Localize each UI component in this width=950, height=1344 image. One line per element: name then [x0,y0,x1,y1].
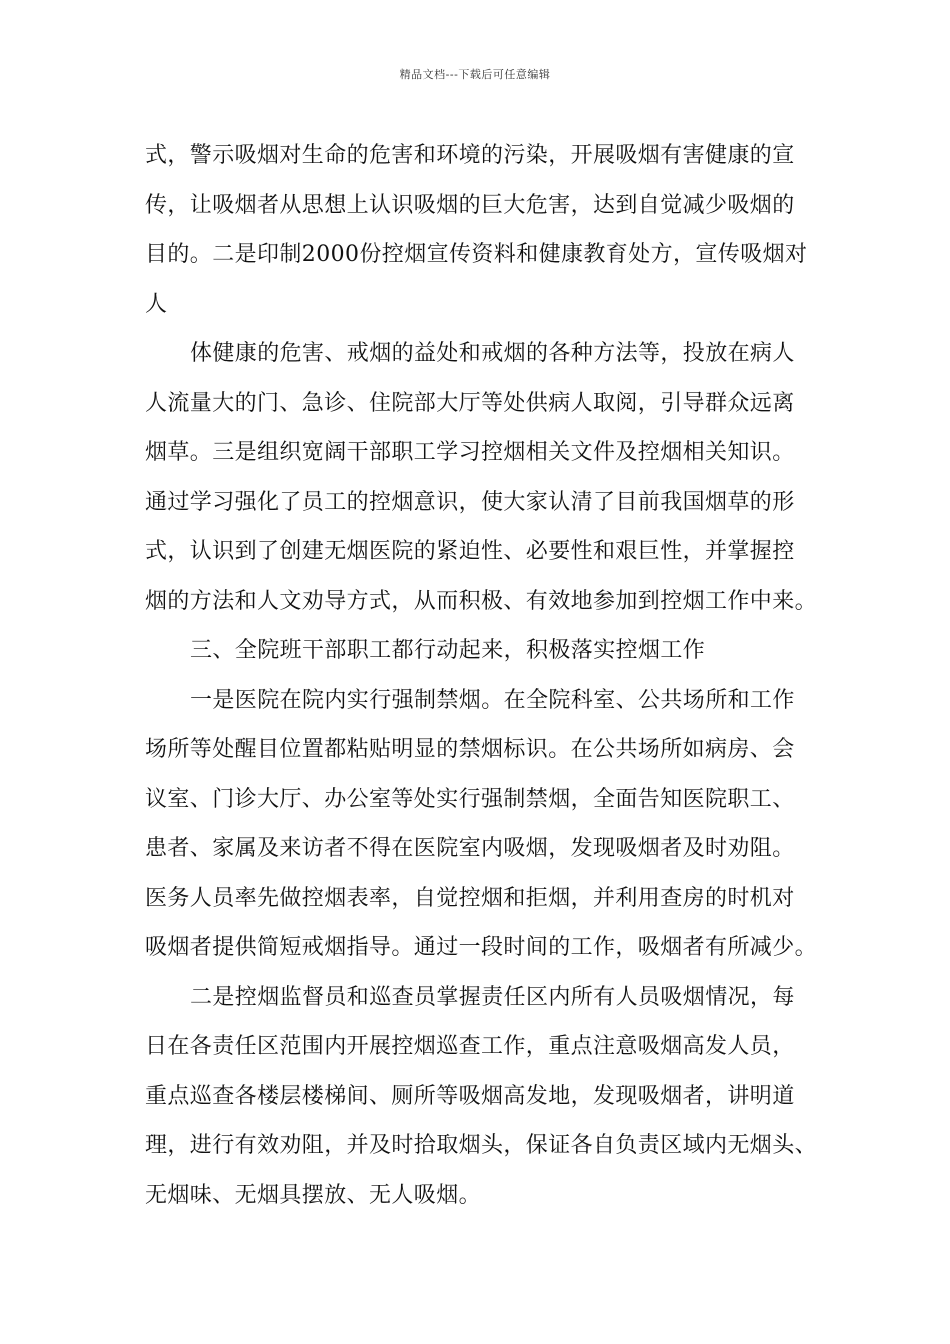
text-line: 医务人员率先做控烟表率，自觉控烟和拒烟，并利用查房的时机对 [145,885,795,911]
text-line: 式，认识到了创建无烟医院的紧迫性、必要性和艰巨性，并掌握控 [145,539,795,564]
page-header: 精品文档---下载后可任意编辑 [399,68,551,81]
text-line: 重点巡查各楼层楼梯间、厕所等吸烟高发地，发现吸烟者，讲明道 [145,1083,795,1109]
text-line: 二是控烟监督员和巡查员掌握责任区内所有人员吸烟情况，每 [190,984,795,1010]
text-line: 式，警示吸烟对生命的危害和环境的污染，开展吸烟有害健康的宣 [145,143,795,168]
text-line: 患者、家属及来访者不得在医院室内吸烟，发现吸烟者及时劝阻。 [145,836,795,861]
text-line: 烟草。三是组织宽阔干部职工学习控烟相关文件及控烟相关知识。 [145,440,795,465]
text-line: 传，让吸烟者从思想上认识吸烟的巨大危害，达到自觉减少吸烟的 [145,192,795,218]
text-line: 人 [145,291,168,317]
text-line: 目的。二是印制2000份控烟宣传资料和健康教育处方，宣传吸烟对 [145,242,808,267]
text-line: 体健康的危害、戒烟的益处和戒烟的各种方法等，投放在病人 [190,341,795,366]
text-line: 场所等处醒目位置都粘贴明显的禁烟标识。在公共场所如病房、会 [145,737,795,762]
text-line: 人流量大的门、急诊、住院部大厅等处供病人取阅，引导群众远离 [145,390,795,416]
text-line: 吸烟者提供简短戒烟指导。通过一段时间的工作，吸烟者有所减少。 [145,935,818,960]
text-line: 议室、门诊大厅、办公室等处实行强制禁烟，全面告知医院职工、 [145,786,795,812]
text-line: 通过学习强化了员工的控烟意识，使大家认清了目前我国烟草的形 [145,489,795,515]
text-line: 无烟味、无烟具摆放、无人吸烟。 [145,1182,482,1208]
text-line: 烟的方法和人文劝导方式，从而积极、有效地参加到控烟工作中来。 [145,588,818,614]
text-line: 一是医院在院内实行强制禁烟。在全院科室、公共场所和工作 [190,687,795,713]
body-text [145,131,825,1220]
section-heading: 三、全院班干部职工都行动起来，积极落实控烟工作 [190,638,706,663]
text-line: 理，进行有效劝阻，并及时拾取烟头，保证各自负责区域内无烟头、 [145,1133,818,1158]
text-line: 日在各责任区范围内开展控烟巡查工作，重点注意吸烟高发人员， [145,1034,795,1059]
